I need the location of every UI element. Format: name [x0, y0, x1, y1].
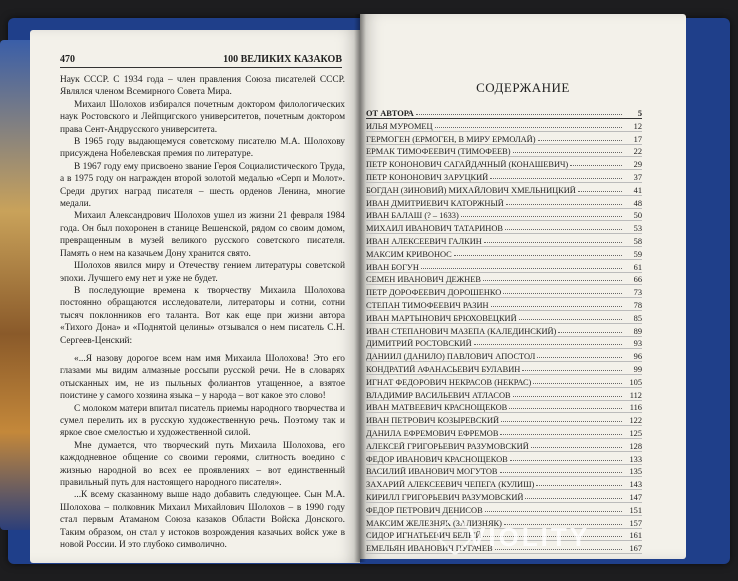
toc-entry-name: ДАНИЛА ЕФРЕМОВИЧ ЕФРЕМОВ [366, 428, 499, 438]
toc-entry-name: ФЕДОР ИВАНОВИЧ КРАСНОЩЕКОВ [366, 454, 508, 464]
toc-entry [366, 104, 642, 119]
toc-entry [366, 298, 642, 311]
paragraph: Мне думается, что творческий путь Михаила Шолохова, его каждодневное общение со своими героями, слитность воедино с жизнью народной во всех ее проявлениях – вот единственный правильный путь для настоящего народного писателя». [60, 440, 345, 488]
toc-entry-name: ГЕРМОГЕН (ЕРМОГЕН, В МИРУ ЕРМОЛАЙ) [366, 134, 536, 144]
toc-entry-name: ИВАН ПЕТРОВИЧ КОЗЫРЕВСКИЙ [366, 416, 500, 426]
toc-entry-name: ИВАН АЛЕКСЕЕВИЧ ГАЛКИН [366, 236, 482, 246]
toc-entry [366, 170, 642, 183]
toc-entry-name: ФЕДОР ПЕТРОВИЧ ДЕНИСОВ [366, 505, 483, 515]
toc-leader-dots [461, 216, 622, 217]
toc-entry [366, 362, 642, 375]
toc-entry-page: 66 [633, 275, 642, 285]
toc-leader-dots [531, 447, 622, 448]
page-number: 470 [60, 54, 75, 65]
toc-entry-page: 147 [629, 492, 642, 502]
toc-entry-page: 85 [633, 313, 642, 323]
toc-entry-page: 157 [629, 518, 642, 528]
paragraph: ...К всему сказанному выше надо добавить следующее. Сын М.А. Шолохова – полковник Михаил Михайлович Шолохов – в 1990 году стал первым Атаманом Союза казаков Области Войска Донского. Таким образом, он стал у истоков возрождения казачьих войск уже в новой России. И это глубоко символично. [60, 490, 345, 551]
toc-entry-name: ДАНИИЛ (ДАНИЛО) ПАВЛОВИЧ АПОСТОЛ [366, 352, 536, 362]
toc-entry-page: 128 [629, 441, 642, 451]
toc-leader-dots [421, 268, 622, 269]
toc-entry-name: АЛЕКСЕЙ ГРИГОРЬЕВИЧ РАЗУМОВСКИЙ [366, 441, 529, 451]
toc-entry-name: ИВАН МАРТЫНОВИЧ БРЮХОВЕЦКИЙ [366, 313, 517, 323]
toc-entry-name: СТЕПАН ТИМОФЕЕВИЧ РАЗИН [366, 300, 489, 310]
toc-leader-dots [513, 152, 622, 153]
toc-entry-page: 135 [629, 467, 642, 477]
running-header [60, 54, 342, 68]
toc-leader-dots [558, 332, 622, 333]
toc-entry-name: ИВАН ДМИТРИЕВИЧ КАТОРЖНЫЙ [366, 198, 504, 208]
toc-leader-dots [533, 383, 622, 384]
toc-entry-page: 50 [633, 211, 642, 221]
toc-leader-dots [513, 396, 622, 397]
toc-entry [366, 119, 642, 132]
toc-entry-name: БОГДАН (ЗИНОВИЙ) МИХАЙЛОВИЧ ХМЕЛЬНИЦКИЙ [366, 185, 576, 195]
toc-entry [366, 388, 642, 401]
toc-leader-dots [506, 204, 622, 205]
toc-entry [366, 145, 642, 158]
toc-entry-name: СИДОР ИГНАТЬЕВИЧ БЕЛЫЙ [366, 531, 482, 541]
toc-entry [366, 234, 642, 247]
toc-entry [366, 311, 642, 324]
toc-leader-dots [491, 306, 622, 307]
toc-entry [366, 439, 642, 452]
toc-entry-name: МИХАИЛ ИВАНОВИЧ ТАТАРИНОВ [366, 224, 503, 234]
paragraph: Наук СССР. С 1934 года – член правления Союза писателей СССР. Являлся членом Всемирного Совета Мира. [60, 75, 345, 98]
toc-entry-page: 161 [629, 531, 642, 541]
paragraph: В 1965 году выдающемуся советскому писателю М.А. Шолохову присуждена Нобелевская премия по литературе. [60, 137, 345, 160]
paragraph: В 1967 году ему присвоено звание Героя Социалистического Труда, а в 1975 году он награжден второй золотой медалью «Серп и Молот». Среди других наград писателя – шесть орденов Ленина, многие медали. [60, 161, 345, 210]
toc-entry-page: 116 [629, 403, 642, 413]
toc-entry-name: ОТ АВТОРА [366, 109, 414, 118]
toc-leader-dots [500, 434, 622, 435]
toc-leader-dots [525, 498, 622, 499]
toc-entry-page: 22 [633, 147, 642, 157]
toc-entry-page: 58 [633, 236, 642, 246]
toc-entry [366, 221, 642, 234]
toc-entry-page: 105 [629, 377, 642, 387]
toc-entry [366, 452, 642, 465]
cover-edge [0, 40, 30, 530]
toc-entry [366, 132, 642, 145]
toc-entry-name: ИВАН МАТВЕЕВИЧ КРАСНОЩЕКОВ [366, 403, 508, 413]
toc-entry-name: ДИМИТРИЙ РОСТОВСКИЙ [366, 339, 472, 349]
toc-entry [366, 337, 642, 350]
toc-entry [366, 247, 642, 260]
toc-title: СОДЕРЖАНИЕ [476, 80, 570, 95]
toc-entry [366, 324, 642, 337]
toc-entry-page: 133 [629, 454, 642, 464]
toc-entry-page: 93 [633, 339, 642, 349]
toc-entry-page: 151 [629, 505, 642, 515]
toc-leader-dots [538, 140, 622, 141]
toc-entry-page: 12 [633, 121, 642, 131]
toc-entry-name: ПЕТР КОНОНОВИЧ ЗАРУЦКИЙ [366, 172, 489, 182]
toc-leader-dots [503, 293, 622, 294]
toc-leader-dots [519, 319, 622, 320]
toc-entry-page: 78 [633, 300, 642, 310]
toc-entry-name: ПЕТР КОНОНОВИЧ САГАЙДАЧНЫЙ (КОНАШЕВИЧ) [366, 160, 569, 170]
paragraph: Шолохов явился миру и Отечеству гением литературы советской эпохи. Лучшего ему нет и уже не будет. [60, 261, 345, 284]
table-of-contents [366, 104, 642, 554]
toc-leader-dots [483, 280, 622, 281]
toc-entry [366, 413, 642, 426]
left-page [30, 30, 360, 563]
toc-entry-name: ИЛЬЯ МУРОМЕЦ [366, 121, 433, 131]
toc-entry-name: МАКСИМ КРИВОНОС [366, 249, 452, 259]
toc-entry [366, 401, 642, 414]
toc-entry [366, 157, 642, 170]
toc-leader-dots [505, 229, 622, 230]
running-title: 100 ВЕЛИКИХ КАЗАКОВ [223, 54, 342, 65]
toc-entry-page: 143 [629, 480, 642, 490]
toc-entry [366, 477, 642, 490]
toc-entry [366, 426, 642, 439]
toc-entry-page: 41 [633, 185, 642, 195]
toc-entry-name: ИВАН СТЕПАНОВИЧ МАЗЕПА (КАЛЕДИНСКИЙ) [366, 326, 557, 336]
toc-entry-page: 61 [633, 262, 642, 272]
toc-entry-name: ИВАН БОГУН [366, 262, 419, 272]
toc-entry-page: 99 [633, 364, 642, 374]
toc-entry-name: ЗАХАРИЙ АЛЕКСЕЕВИЧ ЧЕПЕГА (КУЛИШ) [366, 480, 535, 490]
paragraph: В последующие времена к творчеству Михаила Шолохова постоянно обращаются исследователи, литераторы и сотни, сотни тысяч поклонников его таланта. Вот как еще при жизни автора «Тихого Дона» и «Поднятой целины» отзывался о нем писатель С.Н. Сергеев-Ценский: [60, 285, 345, 346]
toc-leader-dots [454, 255, 622, 256]
book-spine [354, 14, 366, 562]
paragraph: «...Я назову дорогое всем нам имя Михаила Шолохова! Это его глазами мы видим алмазные россыпи русской речи. Не в словарях отысканных им, не из пыльных фолиантов утащенное, а взятое поистине у самого хозяина языка – у народа – вот какое это слово! [60, 353, 345, 402]
toc-entry-page: 59 [633, 249, 642, 259]
toc-entry-page: 17 [633, 134, 642, 144]
toc-entry-name: ВАСИЛИЙ ИВАНОВИЧ МОГУТОВ [366, 467, 498, 477]
toc-entry [366, 285, 642, 298]
toc-leader-dots [474, 344, 622, 345]
toc-entry [366, 503, 642, 516]
toc-leader-dots [570, 165, 622, 166]
paragraph: Михаил Александрович Шолохов ушел из жизни 21 февраля 1984 года. Он был похоронен в станице Вешенской, рядом со своим домом, превращенным в музей великого русского советского писателя. Память о нем на казачьем Дону хранится свято. [60, 211, 345, 259]
toc-entry-page: 122 [629, 416, 642, 426]
toc-entry-name: ИГНАТ ФЕДОРОВИЧ НЕКРАСОВ (НЕКРАС) [366, 377, 532, 387]
toc-entry-name: КОНДРАТИЙ АФАНАСЬЕВИЧ БУЛАВИН [366, 364, 521, 374]
toc-entry-page: 112 [629, 390, 642, 400]
toc-entry-name: ЕРМАК ТИМОФЕЕВИЧ (ТИМОФЕЕВ) [366, 147, 511, 157]
toc-entry [366, 196, 642, 209]
toc-entry-page: 89 [633, 326, 642, 336]
toc-entry-page: 53 [633, 224, 642, 234]
toc-leader-dots [522, 370, 622, 371]
toc-entry-name: МАКСИМ ЖЕЛЕЗНЯК (ЗАЛИЗНЯК) [366, 518, 502, 528]
toc-entry-name: ВЛАДИМИР ВАСИЛЬЕВИЧ АТЛАСОВ [366, 390, 511, 400]
toc-entry [366, 273, 642, 286]
toc-leader-dots [578, 191, 622, 192]
paragraph: С молоком матери впитал писатель приемы народного творчества и сумел перелить их в русскую художественную речь. Поэтому так и яркое свое смелостью и художественной силой. [60, 403, 345, 439]
toc-leader-dots [509, 408, 622, 409]
toc-leader-dots [500, 472, 622, 473]
toc-leader-dots [501, 421, 622, 422]
toc-entry-page: 48 [633, 198, 642, 208]
toc-entry-name: ПЕТР ДОРОФЕЕВИЧ ДОРОШЕНКО [366, 288, 502, 298]
toc-leader-dots [484, 242, 622, 243]
toc-entry [366, 465, 642, 478]
toc-entry-page: 73 [633, 288, 642, 298]
toc-entry [366, 183, 642, 196]
toc-entry [366, 260, 642, 273]
toc-leader-dots [537, 357, 622, 358]
toc-entry-page: 125 [629, 428, 642, 438]
toc-entry [366, 209, 642, 222]
toc-entry-page: 5 [637, 109, 642, 118]
toc-entry-page: 37 [633, 172, 642, 182]
body-text [60, 74, 345, 551]
toc-leader-dots [490, 178, 622, 179]
right-page [360, 14, 686, 559]
toc-leader-dots [536, 485, 622, 486]
toc-entry-name: СЕМЕН ИВАНОВИЧ ДЕЖНЕВ [366, 275, 481, 285]
toc-entry [366, 349, 642, 362]
toc-entry-name: КИРИЛЛ ГРИГОРЬЕВИЧ РАЗУМОВСКИЙ [366, 492, 524, 502]
toc-entry-page: 167 [629, 544, 642, 554]
toc-entry [366, 375, 642, 388]
toc-entry-name: ЕМЕЛЬЯН ИВАНОВИЧ ПУГАЧЕВ [366, 544, 493, 554]
watermark: VIOLITY [468, 522, 591, 552]
toc-entry [366, 490, 642, 503]
toc-leader-dots [435, 127, 622, 128]
toc-entry-name: ИВАН БАЛАШ (? – 1633) [366, 211, 459, 221]
toc-entry-page: 29 [633, 160, 642, 170]
toc-entry-page: 96 [633, 352, 642, 362]
toc-leader-dots [510, 460, 622, 461]
toc-leader-dots [416, 114, 622, 115]
paragraph: Михаил Шолохов избирался почетным доктором филологических наук Ростовского и Лейпцигского университетов, почетным доктором права Сент-Андрусского университета. [60, 99, 345, 135]
toc-leader-dots [485, 511, 622, 512]
